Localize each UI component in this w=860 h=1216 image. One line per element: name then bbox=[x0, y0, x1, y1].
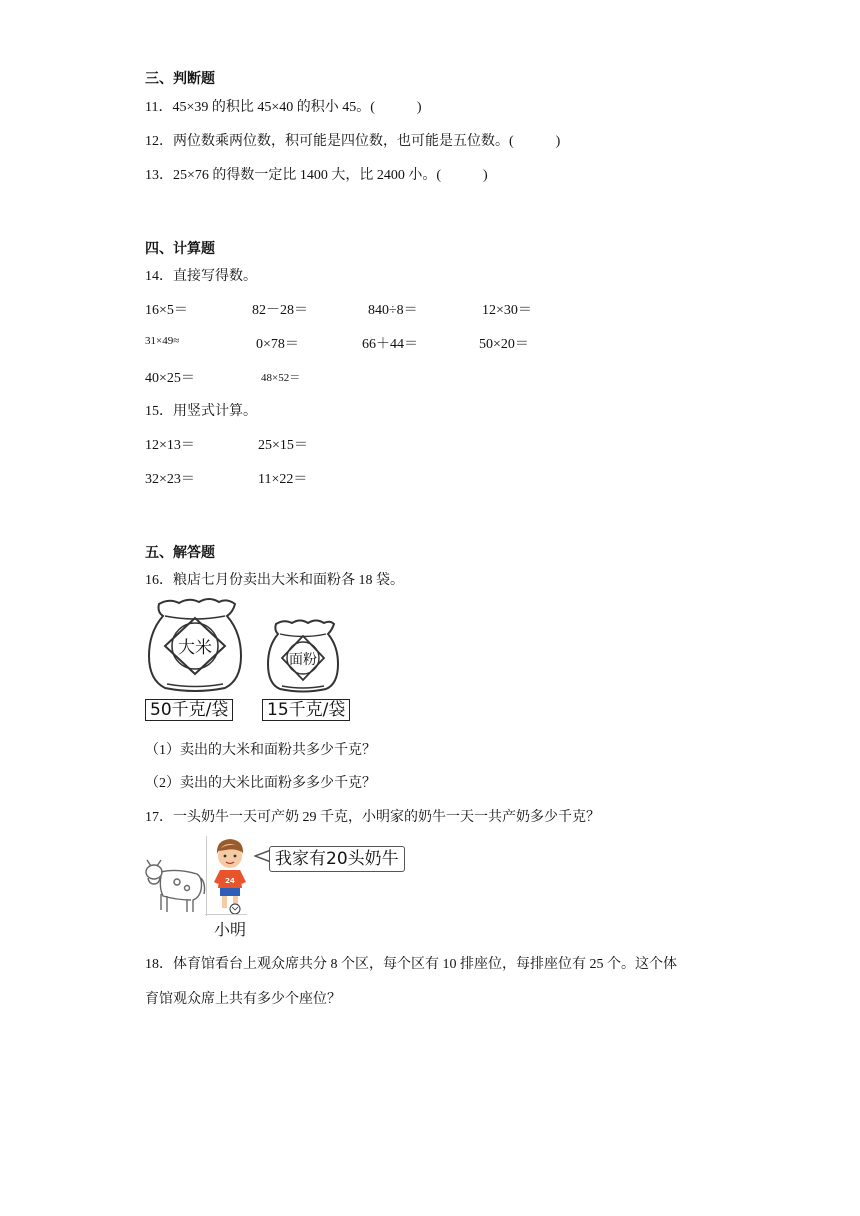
speech-bubble: 我家有20头奶牛 bbox=[269, 846, 405, 872]
section-title-judge: 三、判断题 bbox=[145, 71, 215, 87]
oral-calc-item: 840÷8＝ bbox=[368, 303, 418, 318]
question-17-stem: 17．一头奶牛一天可产奶 29 千克，小明家的奶牛一天一共产奶多少千克？ bbox=[145, 810, 600, 825]
oral-calc-item: 50×20＝ bbox=[479, 337, 529, 352]
question-18-line2: 育馆观众席上共有多少个座位？ bbox=[145, 992, 341, 1007]
rice-weight-label: 50千克/袋 bbox=[145, 699, 233, 721]
vertical-calc-item: 25×15＝ bbox=[258, 438, 308, 453]
question-12: 12．两位数乘两位数，积可能是四位数，也可能是五位数。( ) bbox=[145, 134, 561, 149]
vertical-calc-item: 12×13＝ bbox=[145, 438, 195, 453]
flour-bag-label: 面粉 bbox=[289, 652, 317, 668]
question-16-sub2: （2）卖出的大米比面粉多多少千克？ bbox=[145, 776, 376, 791]
oral-calc-item: 31×49≈ bbox=[145, 335, 180, 347]
divider-line bbox=[205, 914, 247, 915]
boy-name-label: 小明 bbox=[214, 920, 247, 939]
question-13: 13．25×76 的得数一定比 1400 大，比 2400 小。( ) bbox=[145, 168, 488, 183]
rice-bag-label: 大米 bbox=[178, 638, 212, 658]
flour-weight-label: 15千克/袋 bbox=[262, 699, 350, 721]
boy-xiaoming-illustration bbox=[210, 836, 250, 916]
oral-calc-item: 16×5＝ bbox=[145, 303, 188, 318]
oral-calc-item: 12×30＝ bbox=[482, 303, 532, 318]
rice-bag-illustration bbox=[145, 596, 245, 694]
vertical-calc-item: 32×23＝ bbox=[145, 472, 195, 487]
question-16-stem: 16．粮店七月份卖出大米和面粉各 18 袋。 bbox=[145, 573, 404, 588]
question-18-line1: 18．体育馆看台上观众席共分 8 个区，每个区有 10 排座位，每排座位有 25 个。这个体 bbox=[145, 957, 677, 972]
oral-calc-item: 82－28＝ bbox=[252, 303, 308, 318]
question-16-sub1: （1）卖出的大米和面粉共多少千克？ bbox=[145, 743, 376, 758]
question-11: 11．45×39 的积比 45×40 的积小 45。( ) bbox=[145, 100, 422, 115]
question-14-stem: 14．直接写得数。 bbox=[145, 269, 257, 284]
section-title-solve: 五、解答题 bbox=[145, 545, 215, 561]
question-15-stem: 15．用竖式计算。 bbox=[145, 404, 257, 419]
divider-line bbox=[206, 836, 207, 916]
flour-bag-illustration bbox=[266, 618, 340, 694]
vertical-calc-item: 11×22＝ bbox=[258, 472, 308, 487]
cow-icon bbox=[143, 854, 207, 916]
shirt-number: 24 bbox=[225, 877, 235, 885]
oral-calc-item: 0×78＝ bbox=[256, 337, 299, 352]
oral-calc-item: 66＋44＝ bbox=[362, 337, 418, 352]
section-title-calc: 四、计算题 bbox=[145, 241, 215, 257]
oral-calc-item: 40×25＝ bbox=[145, 371, 195, 386]
oral-calc-item: 48×52＝ bbox=[261, 372, 301, 384]
